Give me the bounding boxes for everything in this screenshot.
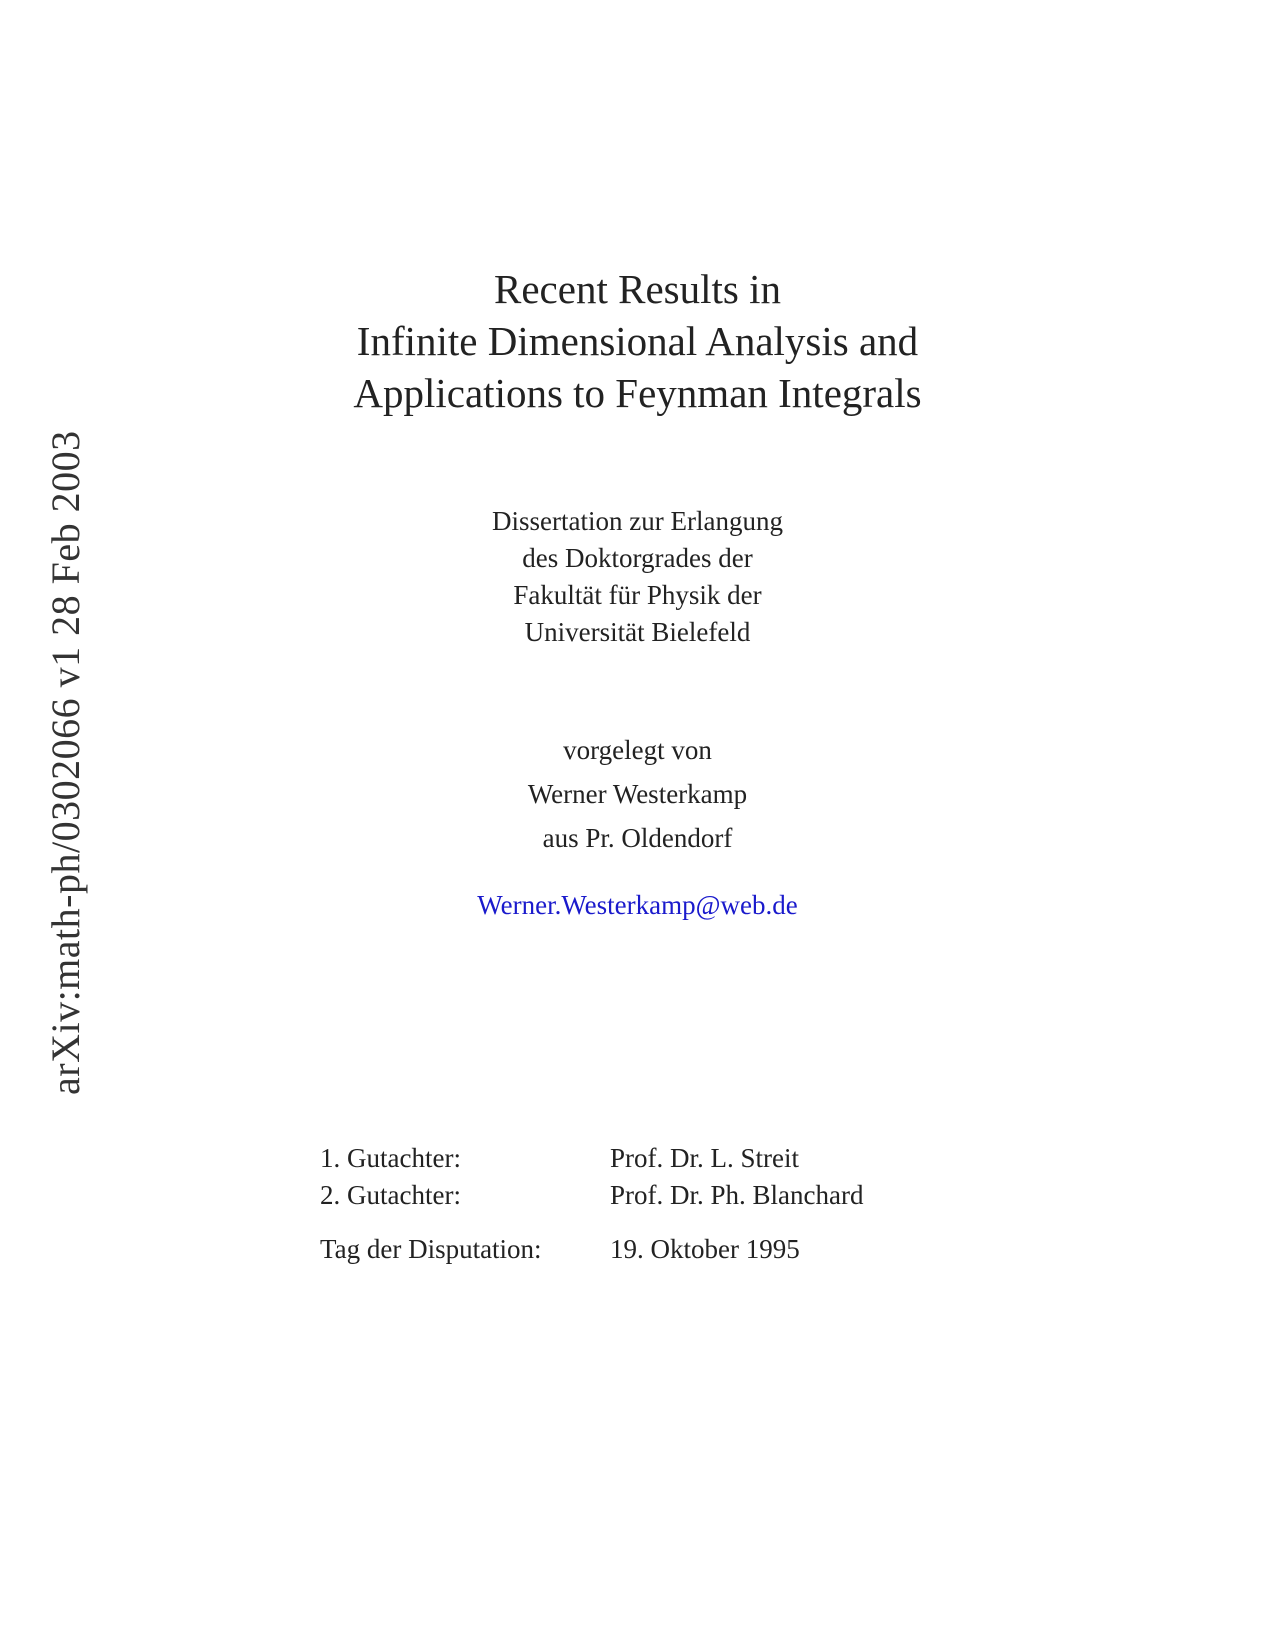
referee-2-label: 2. Gutachter:: [320, 1180, 461, 1210]
disputation-row: [320, 1231, 863, 1268]
author-origin: aus Pr. Oldendorf: [542, 823, 733, 853]
title-line-1: Recent Results in: [494, 266, 781, 312]
dissertation-line-2: des Doktorgrades der: [522, 543, 753, 573]
dissertation-line-3: Fakultät für Physik der: [513, 580, 762, 610]
thesis-title: [0, 263, 1275, 419]
referee-1-label: 1. Gutachter:: [320, 1143, 461, 1173]
disputation-date: 19. Oktober 1995: [610, 1234, 800, 1264]
dissertation-statement: [0, 503, 1275, 651]
disputation-label: Tag der Disputation:: [320, 1234, 542, 1264]
referee-row-1: [320, 1140, 863, 1177]
referees-table: [320, 1140, 863, 1268]
presented-by-label: vorgelegt von: [563, 735, 712, 765]
referee-1-name: Prof. Dr. L. Streit: [610, 1143, 799, 1173]
referee-row-2: [320, 1177, 863, 1214]
arxiv-identifier-stamp: arXiv:math-ph/0302066 v1 28 Feb 2003: [43, 430, 88, 1095]
referee-2-name: Prof. Dr. Ph. Blanchard: [610, 1180, 864, 1210]
dissertation-line-4: Universität Bielefeld: [524, 617, 751, 647]
author-name: Werner Westerkamp: [527, 779, 748, 809]
dissertation-line-1: Dissertation zur Erlangung: [492, 506, 783, 536]
author-email-link[interactable]: Werner.Westerkamp@web.de: [477, 890, 798, 920]
author-info: [0, 728, 1275, 860]
title-line-3: Applications to Feynman Integrals: [353, 370, 922, 416]
title-line-2: Infinite Dimensional Analysis and: [356, 318, 919, 364]
